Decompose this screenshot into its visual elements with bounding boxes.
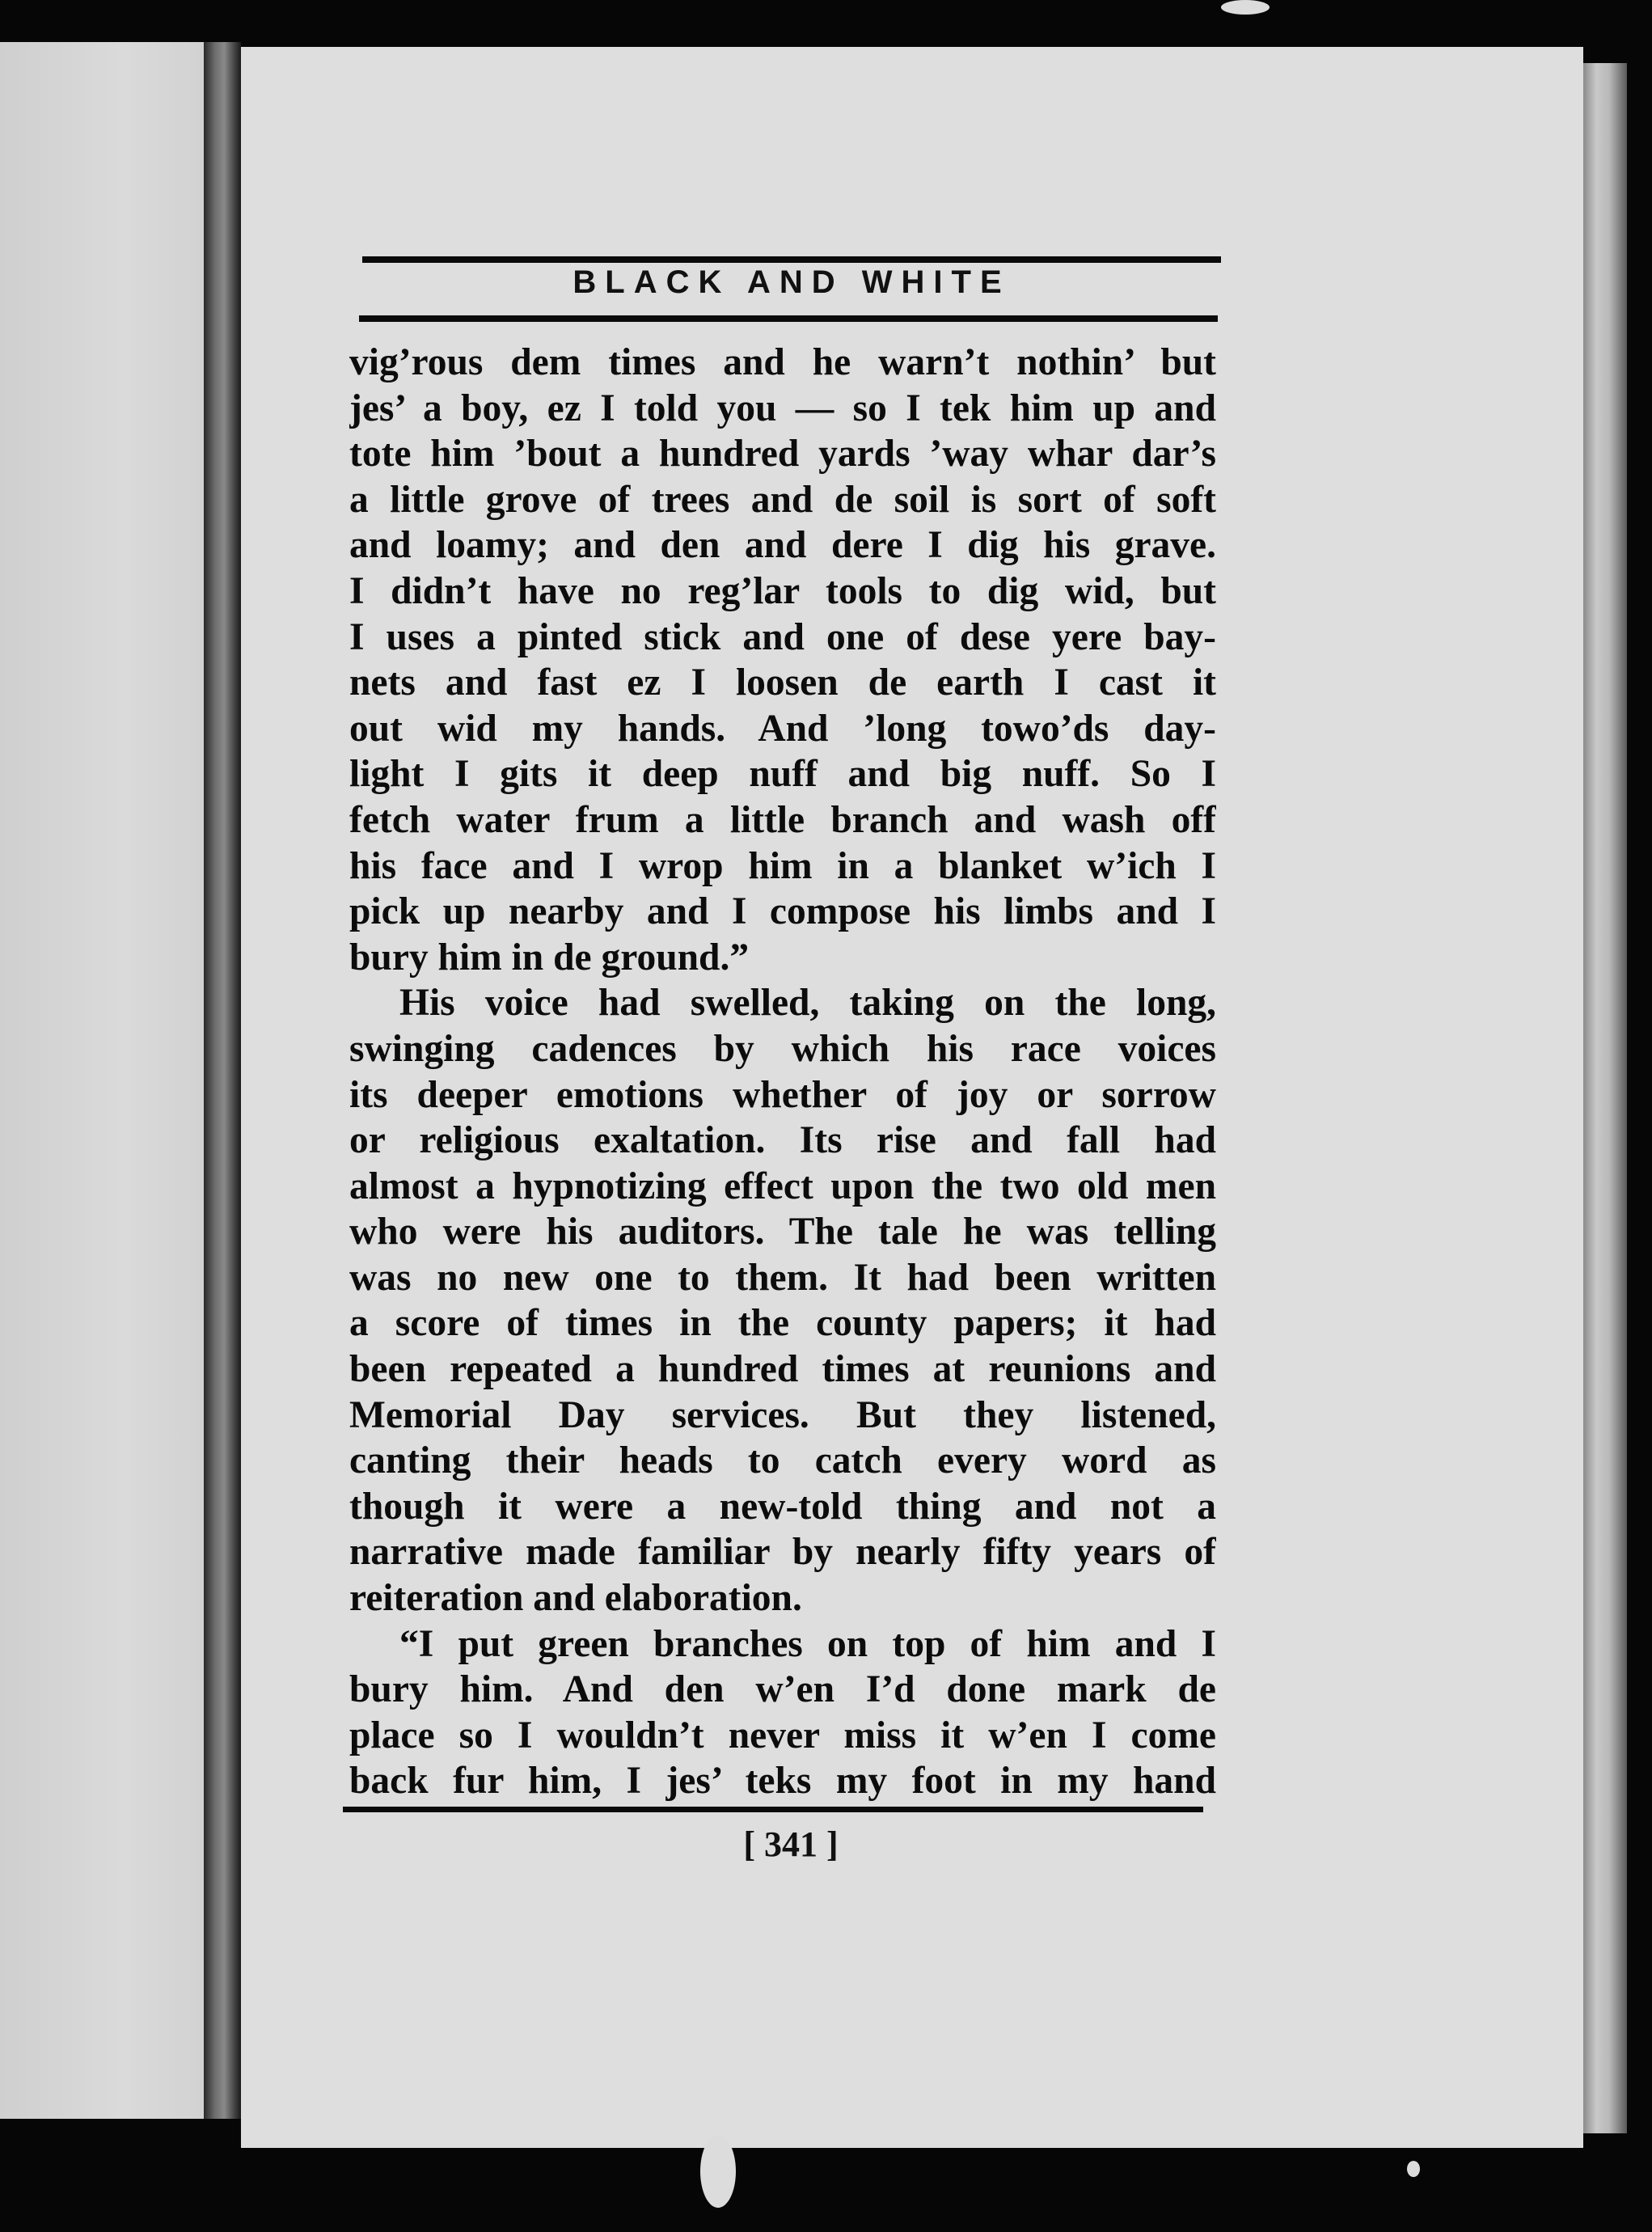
text-line: bury him. And den w’en I’d done mark de <box>349 1668 1216 1711</box>
text-line: reiteration and elaboration. <box>349 1577 802 1620</box>
text-line: tote him ’bout a hundred yards ’way whar dar’s <box>349 433 1216 476</box>
running-head: BLACK AND WHITE <box>572 264 1011 300</box>
facing-page <box>0 42 204 2119</box>
header-rule-top <box>362 256 1221 263</box>
paragraph-first-line: “I put green branches on top of him and I <box>399 1622 1216 1665</box>
text-line: pick up nearby and I compose his limbs and I <box>349 890 1216 933</box>
text-line: his face and I wrop him in a blanket w’ich I <box>349 844 1216 887</box>
header-rule-bottom <box>359 315 1218 322</box>
text-line: back fur him, I jes’ teks my foot in my hand <box>349 1760 1216 1803</box>
scan-speck <box>1407 2161 1420 2177</box>
text-line: light I gits it deep nuff and big nuff. So I <box>349 753 1216 796</box>
text-line: swinging cadences by which his race voices <box>349 1027 1216 1070</box>
book-gutter <box>204 42 241 2119</box>
text-line: out wid my hands. And ’long towo’ds day- <box>349 707 1216 750</box>
text-line: a score of times in the county papers; it had <box>349 1302 1216 1345</box>
text-line: vig’rous dem times and he warn’t nothin’ but <box>349 341 1216 383</box>
text-line: or religious exaltation. Its rise and fall had <box>349 1119 1216 1162</box>
text-line: who were his auditors. The tale he was telling <box>349 1211 1216 1253</box>
scan-speck <box>700 2135 736 2208</box>
text-line: fetch water frum a little branch and wash off <box>349 798 1216 841</box>
text-line: Memorial Day services. But they listened, <box>349 1393 1216 1436</box>
text-line: nets and fast ez I loosen de earth I cast it <box>349 662 1216 704</box>
text-line: narrative made familiar by nearly fifty years of <box>349 1531 1216 1574</box>
text-line: canting their heads to catch every word as <box>349 1439 1216 1482</box>
text-line: almost a hypnotizing effect upon the two old men <box>349 1165 1216 1207</box>
text-line: its deeper emotions whether of joy or sorrow <box>349 1073 1216 1116</box>
page-number: [ 341 ] <box>743 1824 839 1864</box>
text-line: place so I wouldn’t never miss it w’en I come <box>349 1714 1216 1756</box>
text-line: a little grove of trees and de soil is sort of soft <box>349 478 1216 521</box>
body-text <box>349 340 1216 1804</box>
scan-speck <box>1221 0 1270 15</box>
paragraph-first-line: His voice had swelled, taking on the long, <box>399 982 1216 1025</box>
text-line: and loamy; and den and dere I dig his grave. <box>349 524 1216 567</box>
text-line: though it were a new-told thing and not a <box>349 1485 1216 1528</box>
footer-rule <box>343 1807 1203 1812</box>
text-line: was no new one to them. It had been written <box>349 1256 1216 1299</box>
text-line: been repeated a hundred times at reunions and <box>349 1348 1216 1391</box>
text-line: I uses a pinted stick and one of dese yere bay- <box>349 615 1216 658</box>
text-line: jes’ a boy, ez I told you — so I tek him up and <box>349 387 1216 429</box>
text-line: bury him in de ground.” <box>349 936 750 979</box>
text-line: I didn’t have no reg’lar tools to dig wid, but <box>349 569 1216 612</box>
page-edge <box>1583 63 1627 2133</box>
